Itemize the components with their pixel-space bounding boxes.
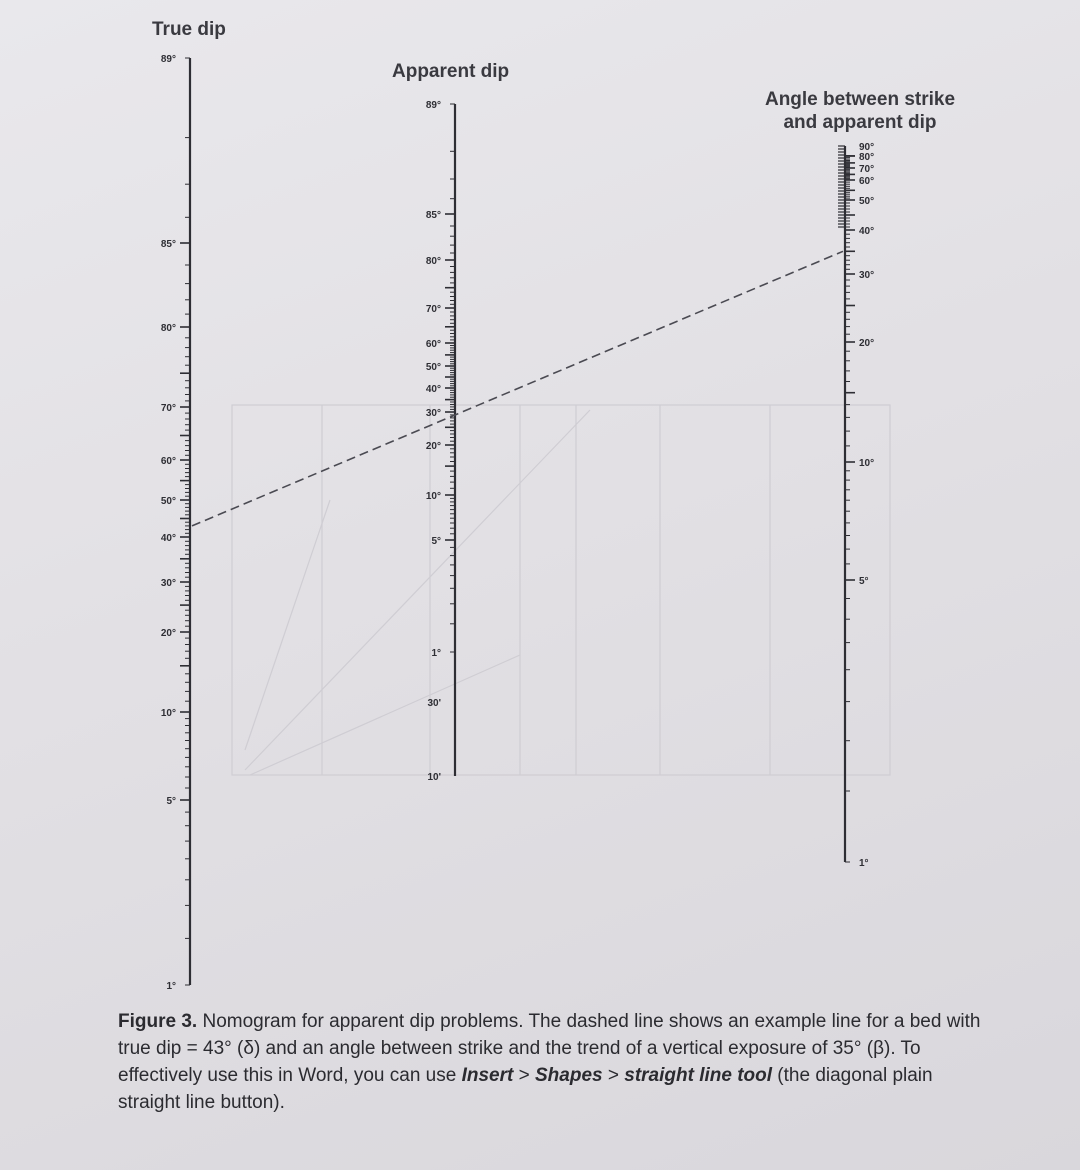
ang-label: 40° xyxy=(859,226,875,237)
true-label: 70° xyxy=(160,403,176,414)
apparent-dip-title: Apparent dip xyxy=(392,61,510,82)
ang-label: 1° xyxy=(859,858,869,869)
app-label: 70° xyxy=(425,304,441,315)
ang-label: 50° xyxy=(859,196,875,207)
true-dip-title: True dip xyxy=(152,19,226,40)
example-dashed-line xyxy=(192,251,843,526)
ghost-grid xyxy=(232,405,890,775)
ang-label: 90° xyxy=(859,142,875,153)
app-label: 85° xyxy=(425,210,441,221)
caption-menu-insert: Insert xyxy=(461,1065,514,1086)
true-label: 5° xyxy=(166,796,176,807)
app-label: 10° xyxy=(425,491,441,502)
true-label: 85° xyxy=(160,239,176,250)
true-label: 80° xyxy=(160,323,176,334)
ang-label: 10° xyxy=(859,458,875,469)
true-label: 30° xyxy=(160,578,176,589)
app-label: 5° xyxy=(431,536,441,547)
app-label: 89° xyxy=(425,100,441,111)
true-label: 60° xyxy=(160,456,176,467)
app-label: 30' xyxy=(427,698,441,709)
caption-menu-line-tool: straight line tool xyxy=(624,1065,773,1086)
app-label: 50° xyxy=(425,362,441,373)
true-label: 1° xyxy=(166,981,176,992)
angle-axis-title-line2: and apparent dip xyxy=(783,112,937,133)
angle-scale xyxy=(838,142,874,869)
true-label: 20° xyxy=(160,628,176,639)
true-label: 50° xyxy=(160,496,176,507)
ang-label: 80° xyxy=(859,152,875,163)
app-label: 1° xyxy=(431,648,441,659)
ang-label: 60° xyxy=(859,176,875,187)
caption-sep-1: > xyxy=(513,1065,535,1086)
caption-text-1: Nomogram for apparent dip problems. The dashed line shows an example line for a bed with true dip = 43° (δ) and an angle between strike and the trend of a vertical exposure of 35° (β). To effectively use this in Word, you can use xyxy=(118,1011,981,1086)
app-label: 10' xyxy=(427,772,441,783)
true-dip-scale xyxy=(161,54,190,992)
true-label: 10° xyxy=(160,708,176,719)
caption-sep-2: > xyxy=(602,1065,625,1086)
true-label: 89° xyxy=(160,54,176,65)
figure-caption xyxy=(118,1008,988,1116)
ang-label: 5° xyxy=(859,576,869,587)
app-label: 40° xyxy=(425,384,441,395)
app-label: 60° xyxy=(425,339,441,350)
caption-label: Figure 3. xyxy=(118,1011,198,1032)
caption-menu-shapes: Shapes xyxy=(535,1065,603,1086)
angle-axis-title xyxy=(740,88,980,134)
app-label: 80° xyxy=(425,256,441,267)
app-label: 20° xyxy=(425,441,441,452)
ang-label: 20° xyxy=(859,338,875,349)
ang-label: 30° xyxy=(859,270,875,281)
ang-label: 70° xyxy=(859,164,875,175)
angle-axis-title-line1: Angle between strike xyxy=(764,89,956,110)
app-label: 30° xyxy=(425,408,441,419)
caption-text-2: (the diagonal plain straight line button). xyxy=(118,1065,933,1113)
true-label: 40° xyxy=(160,533,176,544)
